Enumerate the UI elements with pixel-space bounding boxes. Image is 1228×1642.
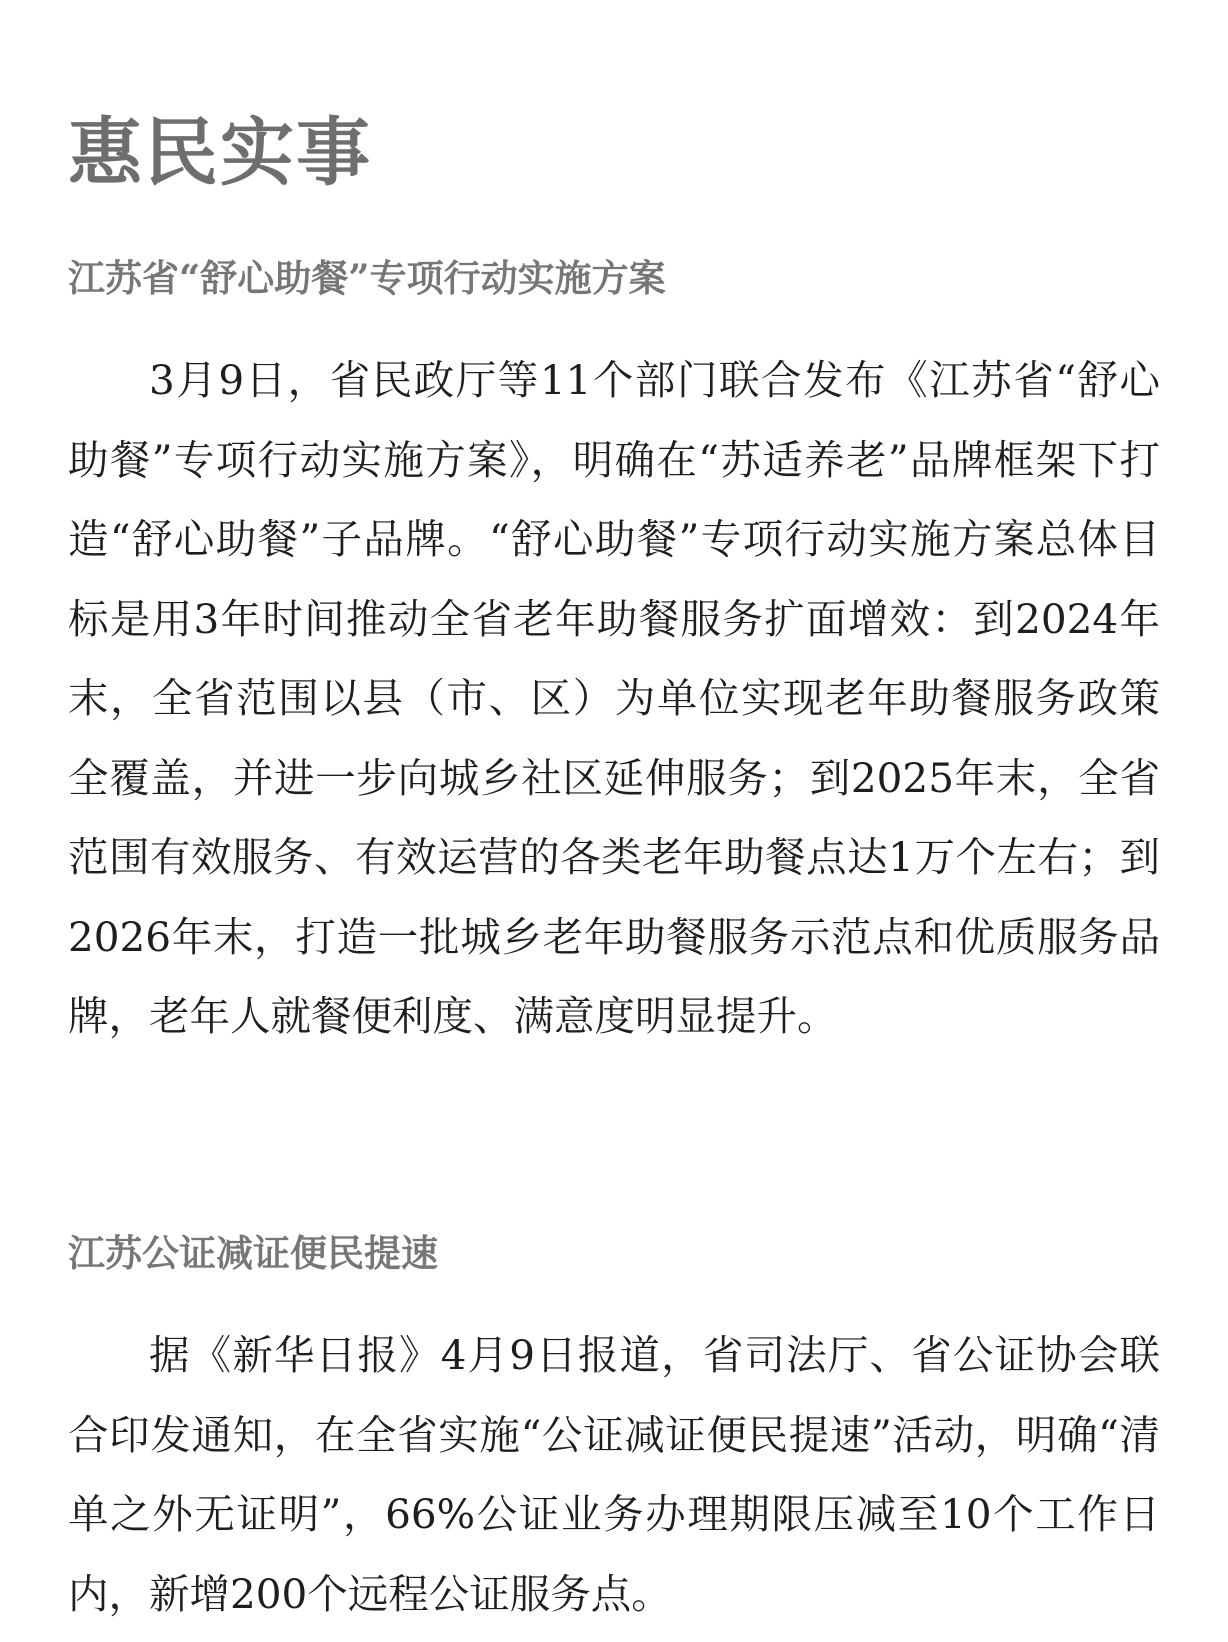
article-body-notarization: 据《新华日报》4月9日报道，省司法厅、省公证协会联合印发通知，在全省实施“公证减证便民提速”活动，明确“清单之外无证明”，66%公证业务办理期限压减至10个工作日内，新增200个远程公证服务点。 bbox=[68, 1331, 1160, 1618]
article-heading-meal-assistance: 江苏省“舒心助餐”专项行动实施方案 bbox=[68, 256, 666, 300]
article-heading-notarization: 江苏公证减证便民提速 bbox=[68, 1231, 438, 1275]
article-body-meal-assistance: 3月9日，省民政厅等11个部门联合发布《江苏省“舒心助餐”专项行动实施方案》，明确在“苏适养老”品牌框架下打造“舒心助餐”子品牌。“舒心助餐”专项行动实施方案总体目标是用3年时间推动全省老年助餐服务扩面增效：到2024年末，全省范围以县（市、区）为单位实现老年助餐服务政策全覆盖，并进一步向城乡社区延伸服务；到2025年末，全省范围有效服务、有效运营的各类老年助餐点达1万个左右；到2026年末，打造一批城乡老年助餐服务示范点和优质服务品牌，老年人就餐便利度、满意度明显提升。 bbox=[68, 356, 1160, 1040]
section-title: 惠民实事 bbox=[68, 110, 372, 196]
